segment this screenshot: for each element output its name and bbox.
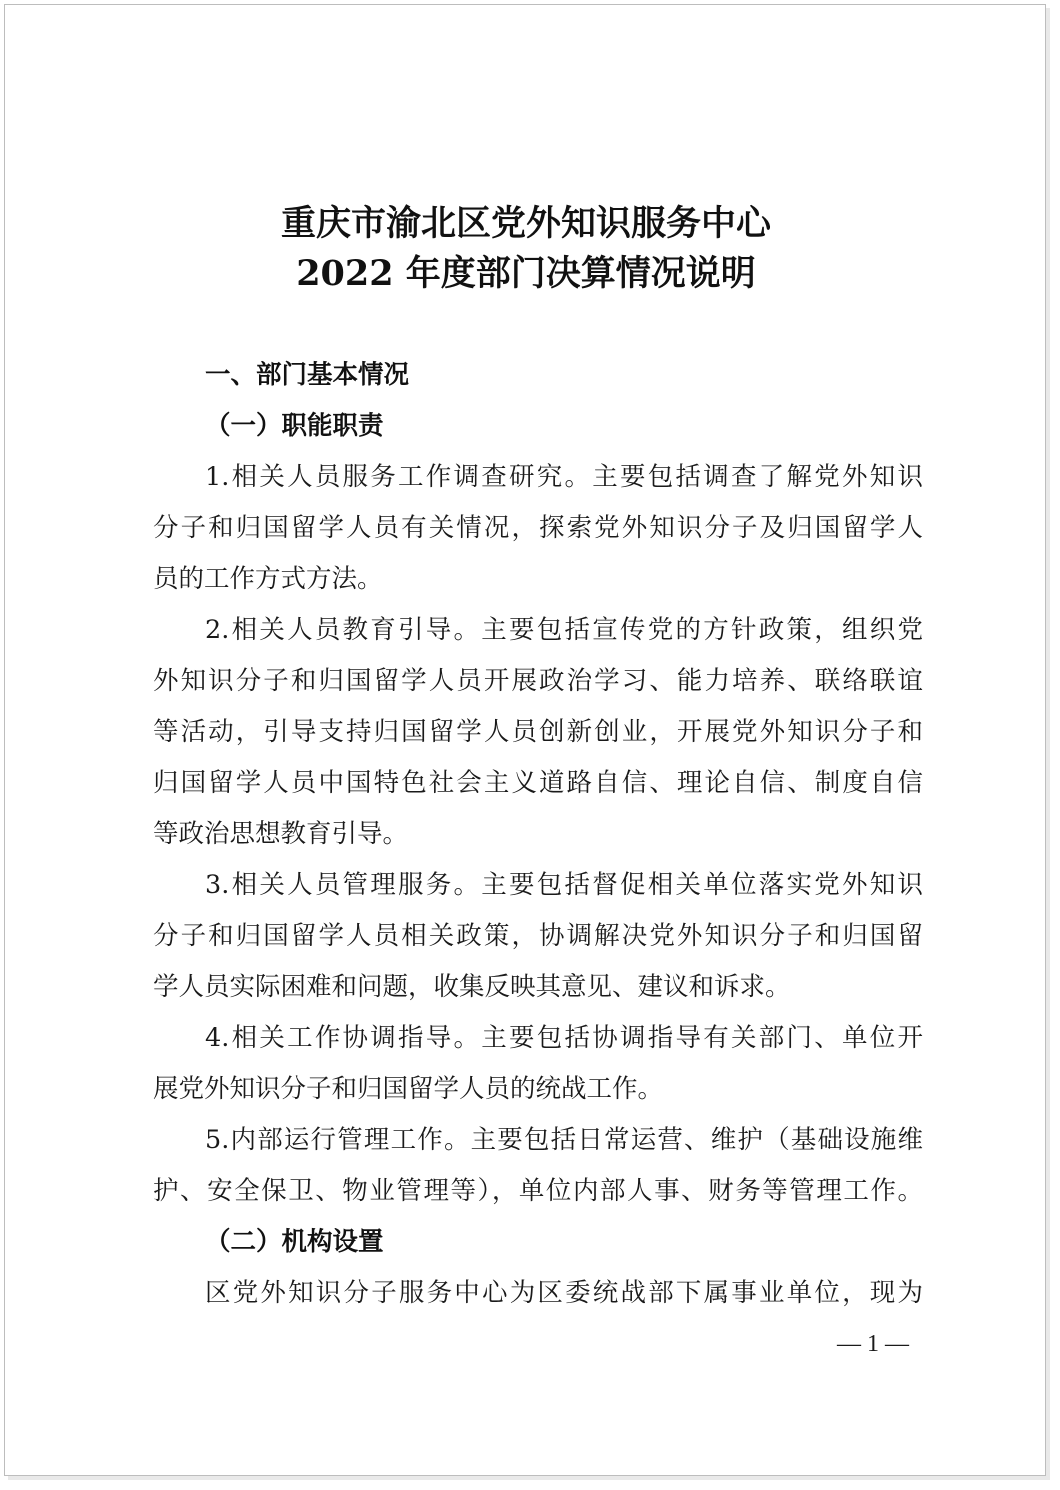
paragraph-line: 1.相关人员服务工作调查研究。主要包括调查了解党外知识 (205, 462, 923, 492)
paragraph-line: 等政治思想教育引导。 (153, 819, 409, 849)
paragraph-line: 员的工作方式方法。 (153, 564, 383, 594)
paragraph-line: 2.相关人员教育引导。主要包括宣传党的方针政策，组织党 (205, 615, 923, 645)
page-number: — 1 — (837, 1331, 909, 1357)
section-heading: 一、部门基本情况 (205, 360, 410, 390)
paragraph-line: 区党外知识分子服务中心为区委统战部下属事业单位，现为 (205, 1278, 923, 1308)
paragraph-line: 3.相关人员管理服务。主要包括督促相关单位落实党外知识 (205, 870, 923, 900)
paragraph-line: 学人员实际困难和问题，收集反映其意见、建议和诉求。 (153, 972, 791, 1002)
subsection-heading-duties: （一）职能职责 (205, 411, 384, 441)
paragraph-line: 展党外知识分子和归国留学人员的统战工作。 (153, 1074, 664, 1104)
paragraph-line: 4.相关工作协调指导。主要包括协调指导有关部门、单位开 (205, 1023, 923, 1053)
document-title-line1: 重庆市渝北区党外知识服务中心 (280, 203, 771, 244)
paragraph-line: 等活动，引导支持归国留学人员创新创业，开展党外知识分子和 (153, 717, 923, 747)
document-page (4, 4, 1046, 1476)
paragraph-line: 护、安全保卫、物业管理等），单位内部人事、财务等管理工作。 (153, 1176, 923, 1206)
document-title-line2: 2022 年度部门决算情况说明 (296, 253, 756, 294)
subsection-heading-organization: （二）机构设置 (205, 1227, 384, 1257)
paragraph-line: 外知识分子和归国留学人员开展政治学习、能力培养、联络联谊 (153, 666, 923, 696)
paragraph-line: 分子和归国留学人员相关政策，协调解决党外知识分子和归国留 (153, 921, 923, 951)
paragraph-line: 归国留学人员中国特色社会主义道路自信、理论自信、制度自信 (153, 768, 923, 798)
paragraph-line: 5.内部运行管理工作。主要包括日常运营、维护（基础设施维 (205, 1125, 923, 1155)
paragraph-line: 分子和归国留学人员有关情况，探索党外知识分子及归国留学人 (153, 513, 923, 543)
